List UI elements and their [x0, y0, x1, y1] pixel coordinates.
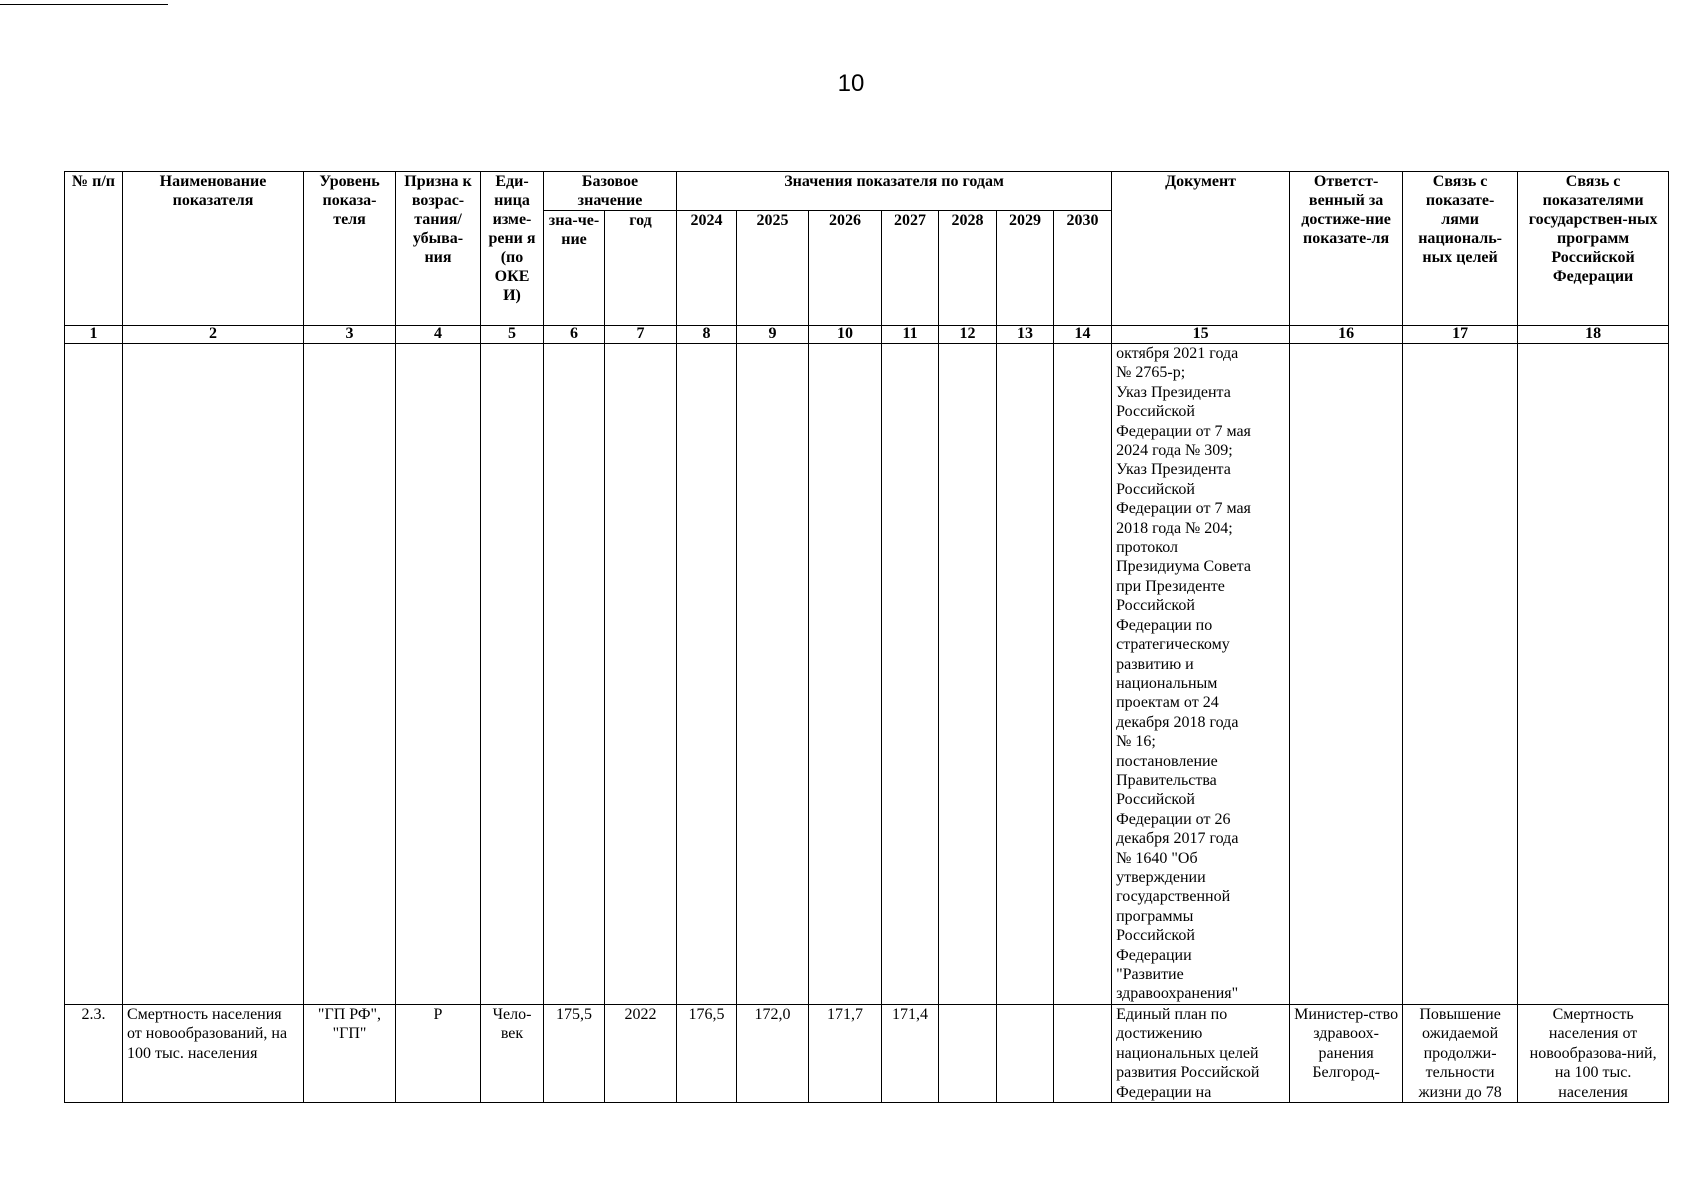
document-line: Президиума Совета: [1116, 558, 1251, 576]
column-number: 9: [737, 326, 809, 344]
document-line: развитию и: [1116, 655, 1194, 673]
document-line: Российской: [1116, 927, 1195, 945]
column-number: 17: [1403, 326, 1518, 344]
header-year-2025: 2025: [737, 211, 809, 326]
document-line: Федерации: [1116, 946, 1192, 964]
header-values-by-year: Значения показателя по годам: [677, 172, 1112, 211]
row-state-programs: Смертность населения от новообразова-ний, на 100 тыс. населения: [1518, 1005, 1669, 1103]
document-line: стратегическому: [1116, 636, 1230, 654]
table-row: [65, 1005, 1669, 1103]
document-line: утверждении: [1116, 868, 1206, 886]
continuation-document-cell: [1112, 344, 1290, 1005]
header-year-2026: 2026: [809, 211, 882, 326]
row-document: Единый план по достижению национальных целей развития Российской Федерации на: [1112, 1005, 1290, 1103]
row-value-2027: 171,4: [882, 1005, 939, 1103]
column-number: 6: [544, 326, 605, 344]
header-state-programs: Связь с показателями государствен-ных программ Российской Федерации: [1518, 172, 1669, 326]
header-year-2028: 2028: [939, 211, 997, 326]
row-national-goals: Повышение ожидаемой продолжи-тельности жизни до 78: [1403, 1005, 1518, 1103]
row-value-2029: [997, 1005, 1054, 1103]
document-line: Федерации от 26: [1116, 810, 1231, 828]
row-level: "ГП РФ", "ГП": [304, 1005, 396, 1103]
document-line: Российской: [1116, 597, 1195, 615]
row-value-2024: 176,5: [677, 1005, 737, 1103]
document-line: Указ Президента: [1116, 383, 1231, 401]
column-number: 10: [809, 326, 882, 344]
document-line: № 16;: [1116, 733, 1156, 751]
column-number: 13: [997, 326, 1054, 344]
header-year-2030: 2030: [1054, 211, 1112, 326]
document-line: 2018 года № 204;: [1116, 519, 1233, 537]
row-num: 2.3.: [65, 1005, 123, 1103]
document-line: Российской: [1116, 791, 1195, 809]
document-line: Российской: [1116, 480, 1195, 498]
header-base: Базовое значение: [544, 172, 677, 211]
header-base-value: зна-че-ние: [544, 211, 605, 326]
document-line: декабря 2017 года: [1116, 830, 1239, 848]
row-responsible: Министер-ство здравоох-ранения Белгород-: [1290, 1005, 1403, 1103]
column-number: 11: [882, 326, 939, 344]
document-line: Федерации от 7 мая: [1116, 422, 1251, 440]
row-value-2026: 171,7: [809, 1005, 882, 1103]
header-row-1: [65, 172, 1669, 211]
header-base-year: год: [605, 211, 677, 326]
column-number: 12: [939, 326, 997, 344]
column-number: 7: [605, 326, 677, 344]
row-base-value: 175,5: [544, 1005, 605, 1103]
column-number: 15: [1112, 326, 1290, 344]
document-line: Правительства: [1116, 771, 1217, 789]
column-number: 4: [396, 326, 481, 344]
document-line: № 2765-р;: [1116, 364, 1186, 382]
document-line: Федерации по: [1116, 616, 1213, 634]
row-base-year: 2022: [605, 1005, 677, 1103]
column-number: 1: [65, 326, 123, 344]
header-name: Наименование показателя: [123, 172, 304, 326]
header-trend: Призна к возрас-тания/ убыва-ния: [396, 172, 481, 326]
row-value-2028: [939, 1005, 997, 1103]
header-document: Документ: [1112, 172, 1290, 326]
document-line: постановление: [1116, 752, 1218, 770]
header-level: Уровень показа-теля: [304, 172, 396, 326]
document-line: Федерации от 7 мая: [1116, 500, 1251, 518]
column-number: 14: [1054, 326, 1112, 344]
header-national-goals: Связь с показате-лями националь-ных целей: [1403, 172, 1518, 326]
column-number-row: [65, 326, 1669, 344]
row-value-2030: [1054, 1005, 1112, 1103]
page-number: 10: [837, 70, 865, 97]
header-year-2027: 2027: [882, 211, 939, 326]
header-unit: Еди-ница изме-рени я (по ОКЕ И): [481, 172, 544, 326]
table-row-continuation: [65, 344, 1669, 1005]
document-line: Указ Президента: [1116, 461, 1231, 479]
document-line: 2024 года № 309;: [1116, 442, 1233, 460]
document-line: протокол: [1116, 539, 1178, 557]
column-number: 5: [481, 326, 544, 344]
header-year-2024: 2024: [677, 211, 737, 326]
document-line: проектам от 24: [1116, 694, 1219, 712]
document-line: декабря 2018 года: [1116, 713, 1239, 731]
column-number: 2: [123, 326, 304, 344]
row-unit: Чело-век: [481, 1005, 544, 1103]
document-line: программы: [1116, 907, 1194, 925]
document-line: Российской: [1116, 403, 1195, 421]
document-line: при Президенте: [1116, 577, 1225, 595]
column-number: 8: [677, 326, 737, 344]
row-trend: Р: [396, 1005, 481, 1103]
top-left-rule: [0, 4, 168, 5]
column-number: 3: [304, 326, 396, 344]
row-indicator-name: Смертность населения от новообразований, на 100 тыс. населения: [123, 1005, 304, 1103]
document-line: октября 2021 года: [1116, 345, 1239, 362]
header-year-2029: 2029: [997, 211, 1054, 326]
column-number: 16: [1290, 326, 1403, 344]
column-number: 18: [1518, 326, 1669, 344]
document-line: здравоохранения": [1116, 985, 1239, 1003]
indicators-table: [64, 171, 1669, 1103]
document-line: "Развитие: [1116, 966, 1184, 983]
document-line: № 1640 "Об: [1116, 849, 1198, 867]
document-line: национальным: [1116, 674, 1218, 692]
row-value-2025: 172,0: [737, 1005, 809, 1103]
header-responsible: Ответст-венный за достиже-ние показате-ля: [1290, 172, 1403, 326]
document-line: государственной: [1116, 888, 1231, 906]
header-num: № п/п: [65, 172, 123, 326]
